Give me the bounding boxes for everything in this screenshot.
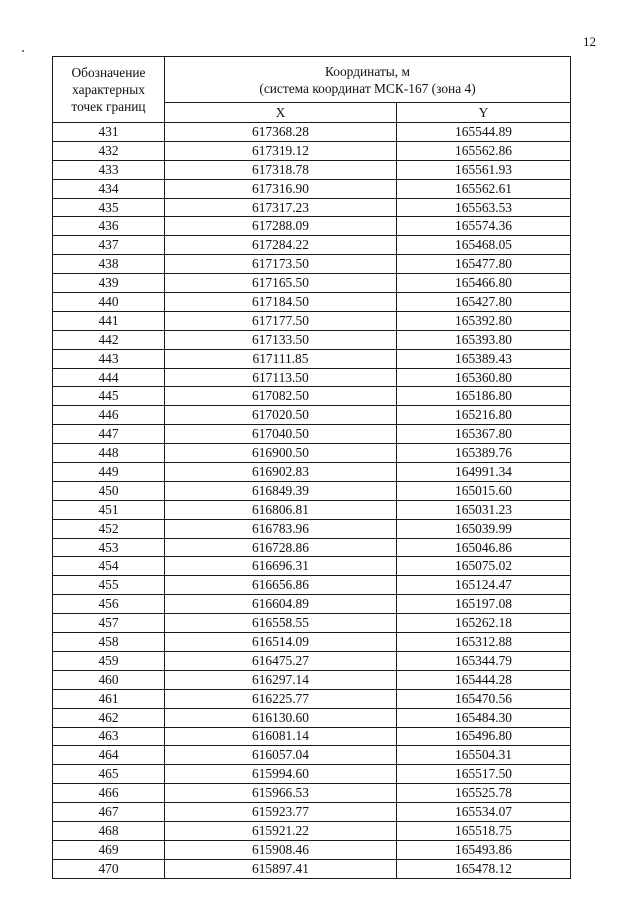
y-coordinate-cell: 165186.80	[397, 387, 571, 406]
y-coordinate-cell: 165563.53	[397, 198, 571, 217]
y-coordinate-cell: 164991.34	[397, 463, 571, 482]
y-coordinate-cell: 165367.80	[397, 425, 571, 444]
table-row	[53, 444, 571, 463]
point-number-cell: 469	[53, 840, 165, 859]
point-number-cell: 460	[53, 670, 165, 689]
x-coordinate-cell: 616081.14	[165, 727, 397, 746]
point-number-cell: 453	[53, 538, 165, 557]
table-row	[53, 160, 571, 179]
table-row	[53, 274, 571, 293]
y-coordinate-cell: 165444.28	[397, 670, 571, 689]
y-coordinate-cell: 165562.86	[397, 141, 571, 160]
point-number-cell: 448	[53, 444, 165, 463]
x-coordinate-cell: 616475.27	[165, 651, 397, 670]
y-coordinate-cell: 165075.02	[397, 557, 571, 576]
y-coordinate-cell: 165544.89	[397, 123, 571, 142]
point-number-cell: 435	[53, 198, 165, 217]
table-row	[53, 293, 571, 312]
x-coordinate-cell: 617177.50	[165, 311, 397, 330]
y-coordinate-cell: 165562.61	[397, 179, 571, 198]
y-coordinate-cell: 165427.80	[397, 293, 571, 312]
table-row	[53, 821, 571, 840]
coordinates-header	[165, 57, 571, 103]
x-coordinate-cell: 616900.50	[165, 444, 397, 463]
table-row	[53, 538, 571, 557]
y-coordinate-cell: 165574.36	[397, 217, 571, 236]
y-coordinate-cell: 165493.86	[397, 840, 571, 859]
point-number-cell: 443	[53, 349, 165, 368]
y-coordinate-cell: 165393.80	[397, 330, 571, 349]
table-row	[53, 614, 571, 633]
point-number-cell: 438	[53, 255, 165, 274]
y-coordinate-cell: 165477.80	[397, 255, 571, 274]
x-coordinate-cell: 615994.60	[165, 765, 397, 784]
x-coordinate-cell: 616130.60	[165, 708, 397, 727]
point-number-cell: 461	[53, 689, 165, 708]
y-coordinate-cell: 165470.56	[397, 689, 571, 708]
table-row	[53, 803, 571, 822]
table-row	[53, 463, 571, 482]
y-coordinate-cell: 165484.30	[397, 708, 571, 727]
point-number-cell: 458	[53, 633, 165, 652]
x-coordinate-cell: 616849.39	[165, 481, 397, 500]
point-number-cell: 445	[53, 387, 165, 406]
point-number-cell: 465	[53, 765, 165, 784]
table-row	[53, 595, 571, 614]
point-header-line: точек границ	[71, 99, 146, 114]
table-row	[53, 633, 571, 652]
point-number-cell: 457	[53, 614, 165, 633]
x-coordinate-cell: 616225.77	[165, 689, 397, 708]
point-number-cell: 442	[53, 330, 165, 349]
point-number-cell: 464	[53, 746, 165, 765]
x-coordinate-cell: 617317.23	[165, 198, 397, 217]
y-coordinate-cell: 165392.80	[397, 311, 571, 330]
coordinates-header-line: Координаты, м	[325, 63, 410, 79]
point-number-cell: 451	[53, 500, 165, 519]
table-row	[53, 519, 571, 538]
point-number-cell: 439	[53, 274, 165, 293]
table-row	[53, 425, 571, 444]
point-column-header	[53, 57, 165, 123]
y-coordinate-cell: 165389.43	[397, 349, 571, 368]
point-header-line: характерных	[72, 82, 145, 97]
point-number-cell: 459	[53, 651, 165, 670]
y-coordinate-cell: 165389.76	[397, 444, 571, 463]
table-body	[53, 123, 571, 879]
y-coordinate-cell: 165124.47	[397, 576, 571, 595]
x-coordinate-cell: 616558.55	[165, 614, 397, 633]
table-row	[53, 784, 571, 803]
x-coordinate-cell: 617316.90	[165, 179, 397, 198]
table-row	[53, 368, 571, 387]
table-row	[53, 689, 571, 708]
x-coordinate-cell: 616297.14	[165, 670, 397, 689]
y-coordinate-cell: 165496.80	[397, 727, 571, 746]
x-coordinate-cell: 617111.85	[165, 349, 397, 368]
point-number-cell: 468	[53, 821, 165, 840]
x-coordinate-cell: 617284.22	[165, 236, 397, 255]
x-coordinate-cell: 616514.09	[165, 633, 397, 652]
x-coordinate-cell: 615908.46	[165, 840, 397, 859]
point-number-cell: 466	[53, 784, 165, 803]
point-number-cell: 470	[53, 859, 165, 878]
table-row	[53, 255, 571, 274]
point-number-cell: 463	[53, 727, 165, 746]
point-number-cell: 444	[53, 368, 165, 387]
y-coordinate-cell: 165504.31	[397, 746, 571, 765]
table-row	[53, 708, 571, 727]
point-number-cell: 437	[53, 236, 165, 255]
y-column-header: Y	[397, 103, 571, 123]
y-coordinate-cell: 165262.18	[397, 614, 571, 633]
table-row	[53, 500, 571, 519]
y-coordinate-cell: 165561.93	[397, 160, 571, 179]
point-header-line: Обозначение	[71, 65, 146, 80]
x-coordinate-cell: 617368.28	[165, 123, 397, 142]
point-number-cell: 434	[53, 179, 165, 198]
y-coordinate-cell: 165518.75	[397, 821, 571, 840]
coordinates-table	[52, 56, 571, 879]
y-coordinate-cell: 165216.80	[397, 406, 571, 425]
table-row	[53, 311, 571, 330]
x-coordinate-cell: 616806.81	[165, 500, 397, 519]
y-coordinate-cell: 165468.05	[397, 236, 571, 255]
x-coordinate-cell: 617040.50	[165, 425, 397, 444]
x-coordinate-cell: 615966.53	[165, 784, 397, 803]
table-row	[53, 217, 571, 236]
x-coordinate-cell: 616057.04	[165, 746, 397, 765]
y-coordinate-cell: 165312.88	[397, 633, 571, 652]
point-number-cell: 446	[53, 406, 165, 425]
table-row	[53, 859, 571, 878]
table-row	[53, 670, 571, 689]
table-row	[53, 406, 571, 425]
x-coordinate-cell: 617184.50	[165, 293, 397, 312]
x-coordinate-cell: 616783.96	[165, 519, 397, 538]
x-coordinate-cell: 617288.09	[165, 217, 397, 236]
x-coordinate-cell: 615921.22	[165, 821, 397, 840]
y-coordinate-cell: 165466.80	[397, 274, 571, 293]
x-coordinate-cell: 616604.89	[165, 595, 397, 614]
point-number-cell: 436	[53, 217, 165, 236]
table-row	[53, 236, 571, 255]
table-row	[53, 765, 571, 784]
point-number-cell: 441	[53, 311, 165, 330]
point-number-cell: 447	[53, 425, 165, 444]
table-row	[53, 179, 571, 198]
x-coordinate-cell: 616902.83	[165, 463, 397, 482]
point-number-cell: 452	[53, 519, 165, 538]
x-coordinate-cell: 616696.31	[165, 557, 397, 576]
table-row	[53, 349, 571, 368]
table-row	[53, 840, 571, 859]
y-coordinate-cell: 165344.79	[397, 651, 571, 670]
coordinates-header-line: (система координат МСК-167 (зона 4)	[259, 80, 476, 96]
x-coordinate-cell: 616656.86	[165, 576, 397, 595]
table-row	[53, 576, 571, 595]
table-row	[53, 198, 571, 217]
y-coordinate-cell: 165534.07	[397, 803, 571, 822]
x-coordinate-cell: 617113.50	[165, 368, 397, 387]
y-coordinate-cell: 165360.80	[397, 368, 571, 387]
x-coordinate-cell: 617082.50	[165, 387, 397, 406]
table-row	[53, 330, 571, 349]
point-number-cell: 433	[53, 160, 165, 179]
y-coordinate-cell: 165517.50	[397, 765, 571, 784]
x-coordinate-cell: 617173.50	[165, 255, 397, 274]
x-column-header: X	[165, 103, 397, 123]
scan-speck	[22, 50, 24, 52]
y-coordinate-cell: 165525.78	[397, 784, 571, 803]
table-row	[53, 123, 571, 142]
point-number-cell: 432	[53, 141, 165, 160]
x-coordinate-cell: 617318.78	[165, 160, 397, 179]
x-coordinate-cell: 617319.12	[165, 141, 397, 160]
x-coordinate-cell: 616728.86	[165, 538, 397, 557]
table-row	[53, 141, 571, 160]
point-number-cell: 449	[53, 463, 165, 482]
page-number: 12	[583, 34, 596, 49]
y-coordinate-cell: 165039.99	[397, 519, 571, 538]
x-coordinate-cell: 617020.50	[165, 406, 397, 425]
table-row	[53, 727, 571, 746]
x-coordinate-cell: 617165.50	[165, 274, 397, 293]
table-row	[53, 481, 571, 500]
x-coordinate-cell: 615923.77	[165, 803, 397, 822]
y-coordinate-cell: 165478.12	[397, 859, 571, 878]
y-coordinate-cell: 165015.60	[397, 481, 571, 500]
table-row	[53, 746, 571, 765]
y-coordinate-cell: 165046.86	[397, 538, 571, 557]
point-number-cell: 456	[53, 595, 165, 614]
y-coordinate-cell: 165031.23	[397, 500, 571, 519]
point-number-cell: 454	[53, 557, 165, 576]
table-row	[53, 557, 571, 576]
point-number-cell: 455	[53, 576, 165, 595]
x-coordinate-cell: 617133.50	[165, 330, 397, 349]
table-row	[53, 651, 571, 670]
point-number-cell: 467	[53, 803, 165, 822]
table-row	[53, 387, 571, 406]
y-coordinate-cell: 165197.08	[397, 595, 571, 614]
point-number-cell: 462	[53, 708, 165, 727]
x-coordinate-cell: 615897.41	[165, 859, 397, 878]
point-number-cell: 450	[53, 481, 165, 500]
point-number-cell: 431	[53, 123, 165, 142]
point-number-cell: 440	[53, 293, 165, 312]
